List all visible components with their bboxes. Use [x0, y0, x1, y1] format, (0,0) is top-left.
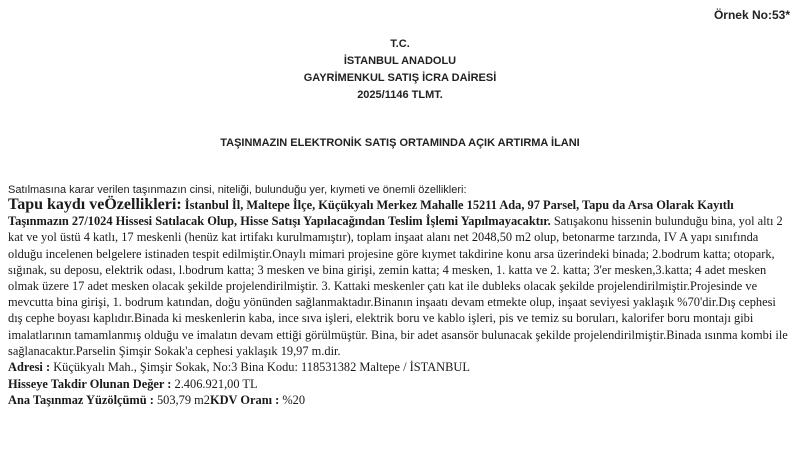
announcement-body — [8, 183, 793, 409]
valuation-value: 2.406.921,00 TL — [171, 376, 258, 391]
valuation-line — [8, 376, 793, 393]
area-label: Ana Taşınmaz Yüzölçümü : — [8, 393, 154, 408]
address-label: Adresi : — [8, 360, 51, 375]
vat-label: KDV Oranı : — [209, 393, 280, 408]
address-line — [8, 359, 793, 376]
area-line — [8, 392, 793, 409]
institution-header — [0, 36, 800, 104]
header-line-istanbul-anadolu: İSTANBUL ANADOLU — [343, 55, 457, 67]
announcement-title: TAŞINMAZIN ELEKTRONİK SATIŞ ORTAMINDA AÇIK ARTIRMA İLANI — [220, 137, 580, 149]
title-deed-label: Tapu kaydı veÖzellikleri: — [8, 196, 182, 213]
intro-text: Satılmasına karar verilen taşınmazın cinsi, niteliği, bulunduğu yer, kıymeti ve önemli özellikleri: — [8, 184, 467, 196]
address-value: Küçükyalı Mah., Şimşir Sokak, No:3 Bina Kodu: 118531382 Maltepe / İSTANBUL — [50, 360, 470, 375]
property-description — [8, 197, 793, 359]
header-line-file-no: 2025/1146 TLMT. — [357, 89, 443, 101]
header-line-office: GAYRİMENKUL SATIŞ İCRA DAİRESİ — [303, 72, 497, 84]
property-details-text: Satışakonu hissenin bulunduğu bina, yol altı 2 kat ve yol üstü 4 katlı, 17 meskenli (henüz kat irtifakı kurulmamıştır), toplam inşaat alanı net 2048,50 m2 olup, betonarme tarzında, IV A yapı sınıfında olduğu incelenen belgelere istinaden tespit edilmiştir.Onaylı mimari projesine göre kıymet takdirine konu arsa üzerindeki binada; 2.bodrum katta; otopark, sığınak, su deposu, elektrik odası, l.bodrum katta; 3 mesken ve bina girişi, zemin katta; 4 mesken, 1. katta ve 2. katta; 3'er mesken,3.katta; 4 adet mesken olmak üzere 17 adet mesken olacak şekilde projelendirilmiştir. 3. Kattaki meskenler çatı kat ile dubleks olacak şekilde projelendirilmiştir.Projesinde ve mevcutta bina girişi, 1. bodrum katından, doğu yönünden sağlanmaktadır.Binanın inşaatı devam etmekte olup, inşaat seviyesi yaklaşık %70'dir.Dış cephesi dış cephe boyası kaplıdır.Binada ki meskenlerin kaba, ince sıva işleri, elektrik boru ve kablo işleri, pis ve temiz su boruları, kalorifer boru montajı gibi imalatlarının tamamlanmış olduğu ve imalatın devam ettiği görülmüştür. Bina, bir adet asansör bulunacak şekilde projelendirilmiştir.Binada ısınma kombi ile sağlanacaktır.Parselin Şimşir Sokak'a cephesi yaklaşık 19,97 m.dir. — [8, 214, 788, 358]
valuation-label: Hisseye Takdir Olunan Değer : — [8, 376, 172, 391]
sample-number: Örnek No:53* — [713, 8, 790, 22]
title-deed-details: İstanbul İl, Maltepe İlçe, Küçükyalı Merkez Mahalle 15211 Ada, 97 Parsel, Tapu da Arsa Olarak Kayıtlı Taşınmazın 27/1024 Hissesi Satılacak Olup, Hisse Satışı Yapılacağından Teslim İşlemi Yapılmayacaktır. — [8, 198, 734, 229]
header-line-tc: T.C. — [390, 38, 410, 50]
vat-value: %20 — [279, 393, 306, 408]
area-value: 503,79 m2 — [153, 393, 210, 408]
